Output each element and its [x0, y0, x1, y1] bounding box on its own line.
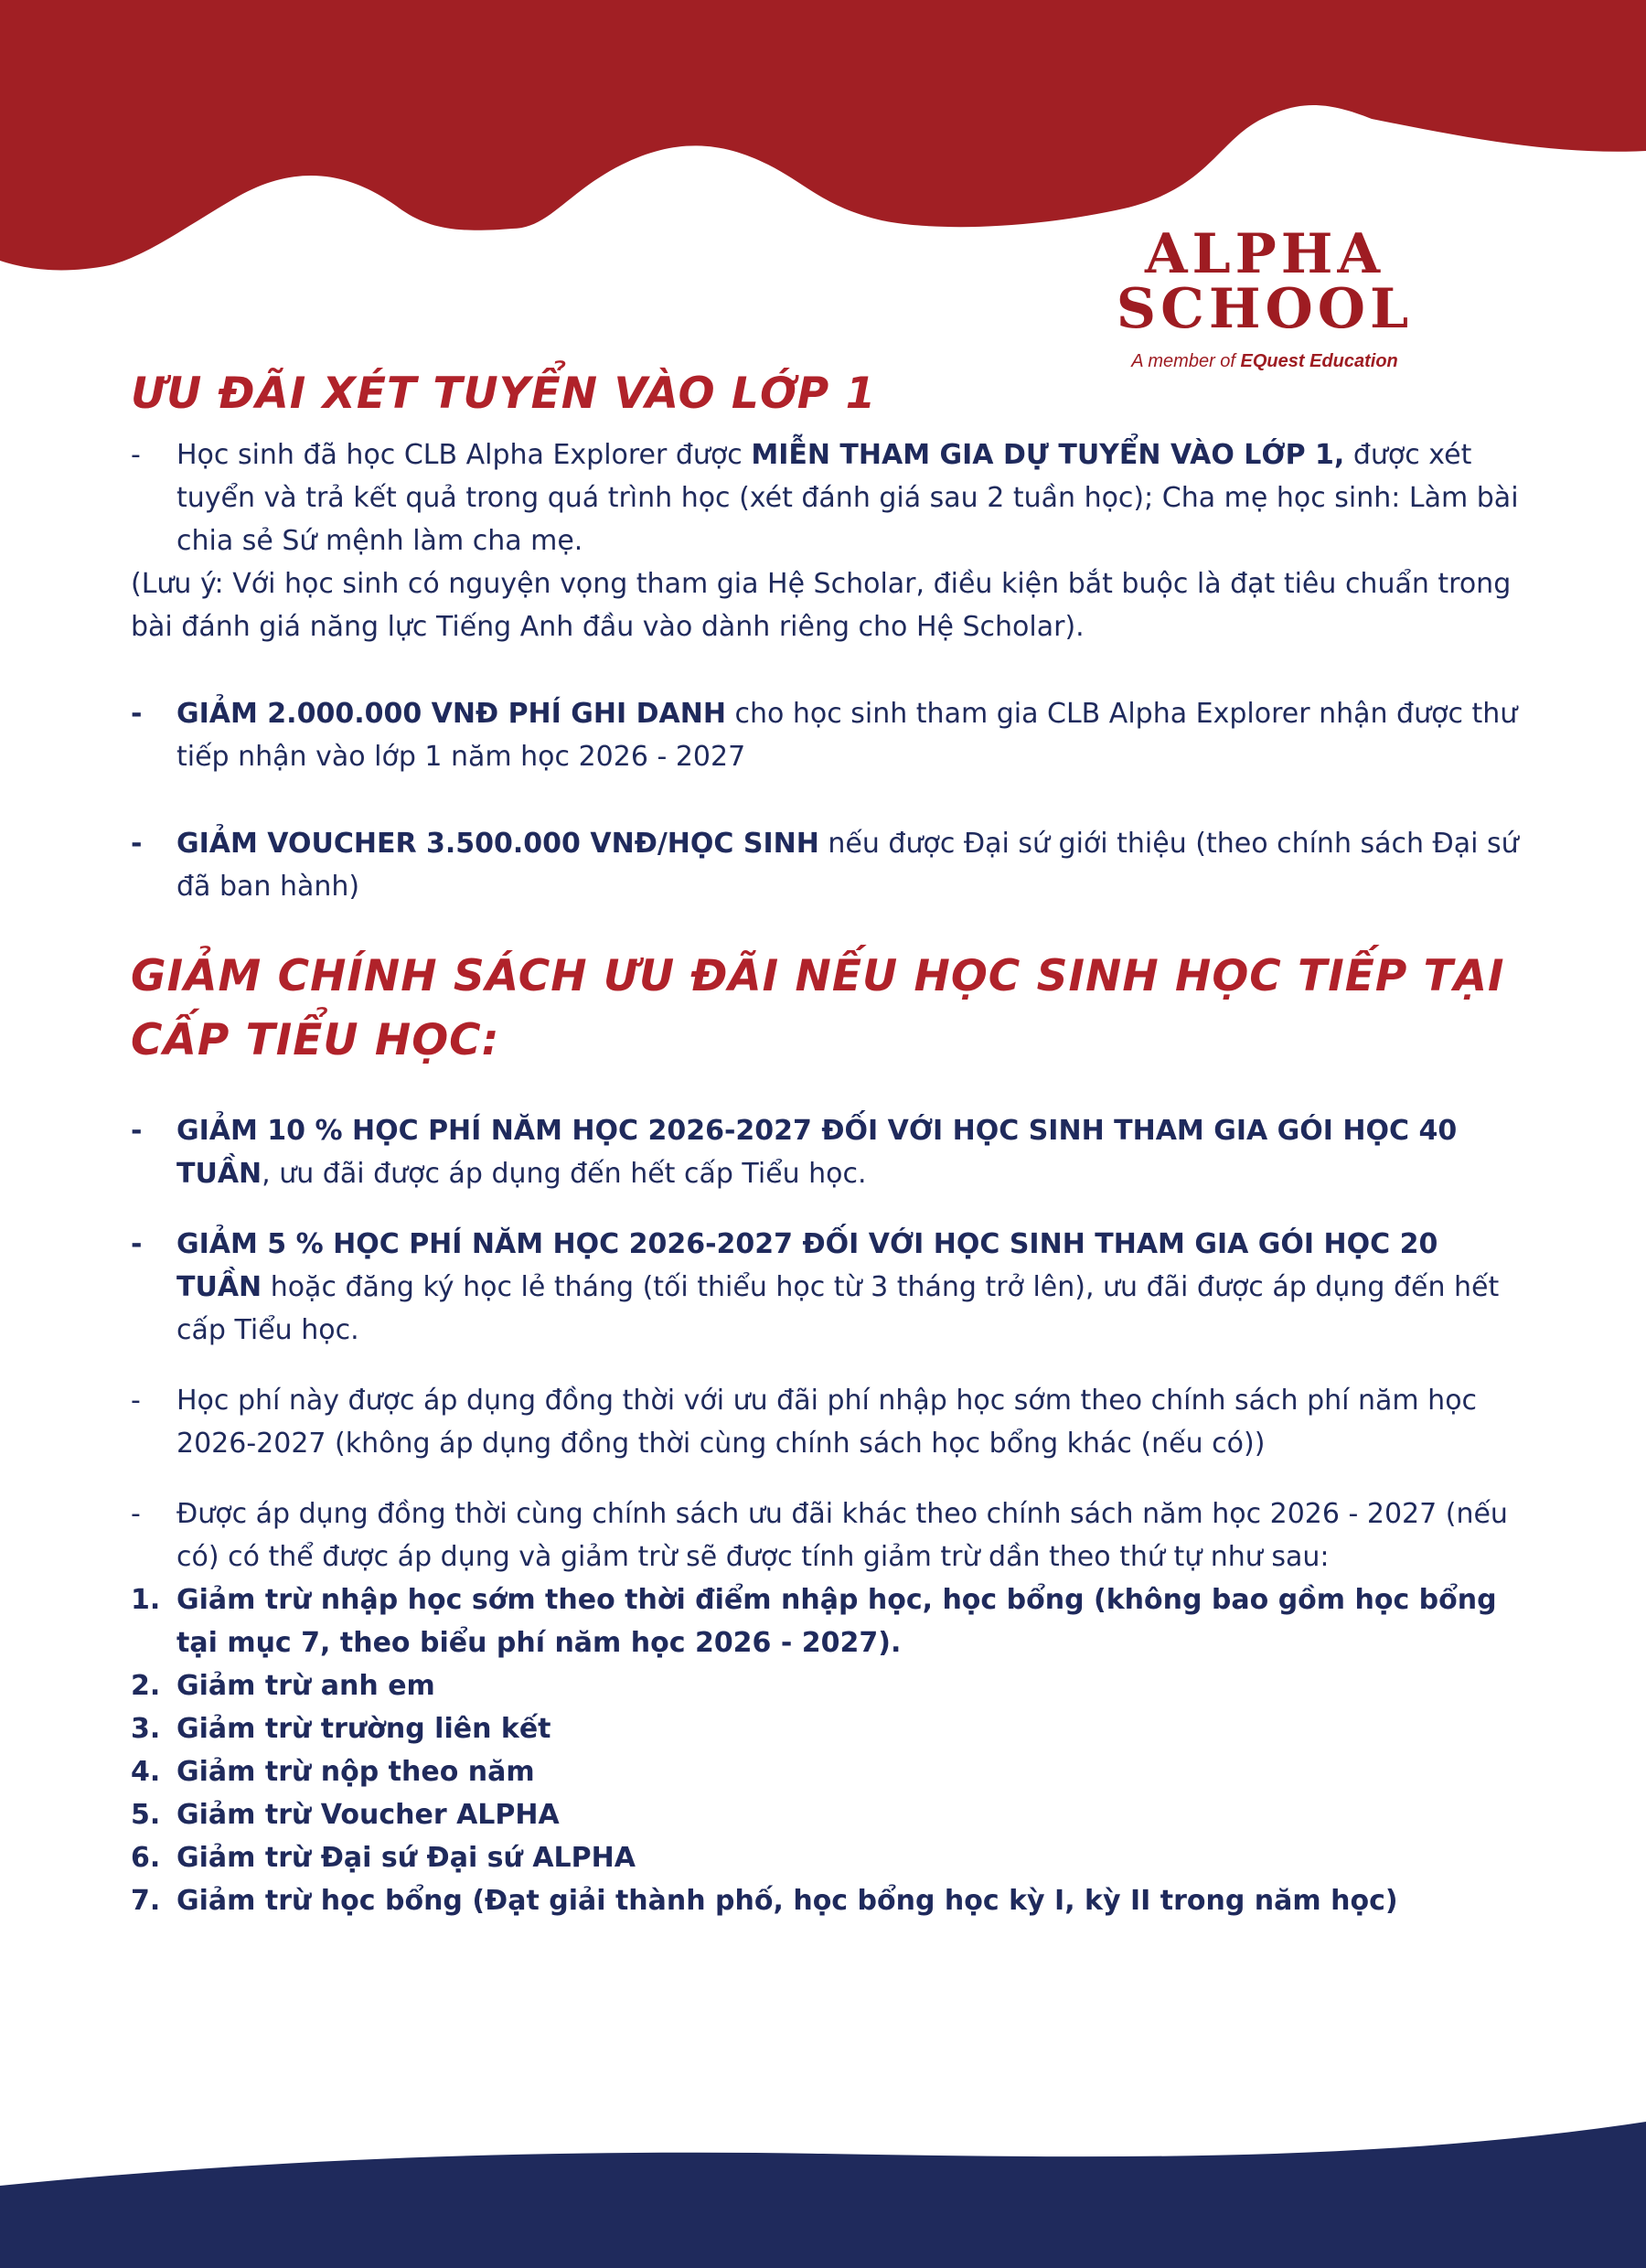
scholar-note: (Lưu ý: Với học sinh có nguyện vọng tham gia Hệ Scholar, điều kiện bắt buộc là đạt tiêu chuẩn trong bài đánh giá năng lực Tiếng Anh đầu vào dành riêng cho Hệ Scholar).	[131, 568, 1512, 643]
logo-name: ALPHA SCHOOL	[1116, 222, 1414, 341]
list-text: Giảm trừ nhập học sớm theo thời điểm nhập học, học bổng (không bao gồm học bổng tại mục 7, theo biểu phí năm học 2026 - 2027).	[176, 1584, 1497, 1659]
list-number: 2.	[131, 1670, 161, 1702]
bullet-dash: -	[131, 698, 143, 730]
section2-item-10-percent	[131, 1109, 1521, 1195]
list-item	[131, 1707, 1521, 1750]
section2-item-5-percent	[131, 1223, 1521, 1352]
item-text-after: hoặc đăng ký học lẻ tháng (tối thiểu học từ 3 tháng trở lên), ưu đãi được áp dụng đến hết cấp Tiểu học.	[176, 1271, 1500, 1346]
item-text: Học phí này được áp dụng đồng thời với ưu đãi phí nhập học sớm theo chính sách phí năm học 2026-2027 (không áp dụng đồng thời cùng chính sách học bổng khác (nếu có))	[176, 1385, 1478, 1460]
bottom-wave-decoration	[0, 2113, 1646, 2268]
list-text: Giảm trừ học bổng (Đạt giải thành phố, học bổng học kỳ I, kỳ II trong năm học)	[176, 1885, 1398, 1917]
list-number: 3.	[131, 1713, 161, 1745]
item-text-before: Học sinh đã học CLB Alpha Explorer được	[176, 439, 752, 471]
item-bold: GIẢM VOUCHER 3.500.000 VNĐ/HỌC SINH	[176, 828, 819, 860]
list-item	[131, 1836, 1521, 1879]
bullet-dash: -	[131, 1115, 143, 1147]
tagline-prefix: A member of	[1131, 351, 1235, 371]
list-number: 7.	[131, 1885, 161, 1917]
section2-item-combined-policy	[131, 1492, 1521, 1578]
list-text: Giảm trừ trường liên kết	[176, 1713, 551, 1745]
tagline-org: EQuest Education	[1240, 351, 1398, 371]
section1-item-exemption	[131, 433, 1521, 562]
item-text-after: được xét tuyển và trả kết quả trong quá trình học (xét đánh giá sau 2 tuần học); Cha mẹ học sinh: Làm bài chia sẻ Sứ mệnh làm cha mẹ.	[176, 439, 1519, 557]
list-item	[131, 1578, 1521, 1664]
list-text: Giảm trừ Đại sứ Đại sứ ALPHA	[176, 1842, 636, 1874]
item-bold: GIẢM 2.000.000 VNĐ PHÍ GHI DANH	[176, 698, 726, 730]
section1-heading: ƯU ĐÃI XÉT TUYỂN VÀO LỚP 1	[131, 369, 877, 419]
list-item	[131, 1879, 1521, 1922]
section1-item-registration-discount	[131, 692, 1521, 778]
main-content	[131, 362, 1521, 1922]
bullet-dash: -	[131, 828, 143, 860]
bullet-dash: -	[131, 439, 141, 471]
section1-item-voucher	[131, 822, 1521, 908]
bullet-dash: -	[131, 1228, 143, 1260]
bullet-dash: -	[131, 1385, 141, 1417]
list-item	[131, 1664, 1521, 1707]
list-item	[131, 1793, 1521, 1836]
item-text-after: cho học sinh tham gia CLB Alpha Explorer nhận được thư tiếp nhận vào lớp 1 năm học 2026 - 2027	[176, 698, 1518, 773]
deduction-order-list	[131, 1578, 1521, 1922]
list-number: 6.	[131, 1842, 161, 1874]
list-number: 4.	[131, 1756, 161, 1788]
school-logo	[1022, 222, 1507, 372]
item-bold: GIẢM 5 % HỌC PHÍ NĂM HỌC 2026-2027 ĐỐI VỚI HỌC SINH THAM GIA GÓI HỌC 20 TUẦN	[176, 1228, 1438, 1303]
list-text: Giảm trừ nộp theo năm	[176, 1756, 535, 1788]
item-text-after: nếu được Đại sứ giới thiệu (theo chính sách Đại sứ đã ban hành)	[176, 828, 1519, 903]
item-text-after: , ưu đãi được áp dụng đến hết cấp Tiểu học.	[262, 1158, 867, 1190]
list-text: Giảm trừ anh em	[176, 1670, 435, 1702]
list-number: 5.	[131, 1799, 161, 1831]
item-bold: GIẢM 10 % HỌC PHÍ NĂM HỌC 2026-2027 ĐỐI VỚI HỌC SINH THAM GIA GÓI HỌC 40 TUẦN	[176, 1115, 1458, 1190]
section2-heading	[131, 945, 1521, 1073]
list-number: 1.	[131, 1584, 161, 1616]
list-item	[131, 1750, 1521, 1793]
section2-heading-line2: CẤP TIỂU HỌC:	[131, 1015, 500, 1065]
section2-heading-line1: GIẢM CHÍNH SÁCH ƯU ĐÃI NẾU HỌC SINH HỌC TIẾP TẠI	[131, 951, 1505, 1001]
item-text: Được áp dụng đồng thời cùng chính sách ưu đãi khác theo chính sách năm học 2026 - 2027 (nếu có) có thể được áp dụng và giảm trừ sẽ được tính giảm trừ dần theo thứ tự như sau:	[176, 1498, 1508, 1573]
list-text: Giảm trừ Voucher ALPHA	[176, 1799, 560, 1831]
section2-item-early-enrollment	[131, 1379, 1521, 1465]
item-bold: MIỄN THAM GIA DỰ TUYỂN VÀO LỚP 1,	[751, 439, 1345, 471]
bullet-dash: -	[131, 1498, 141, 1530]
